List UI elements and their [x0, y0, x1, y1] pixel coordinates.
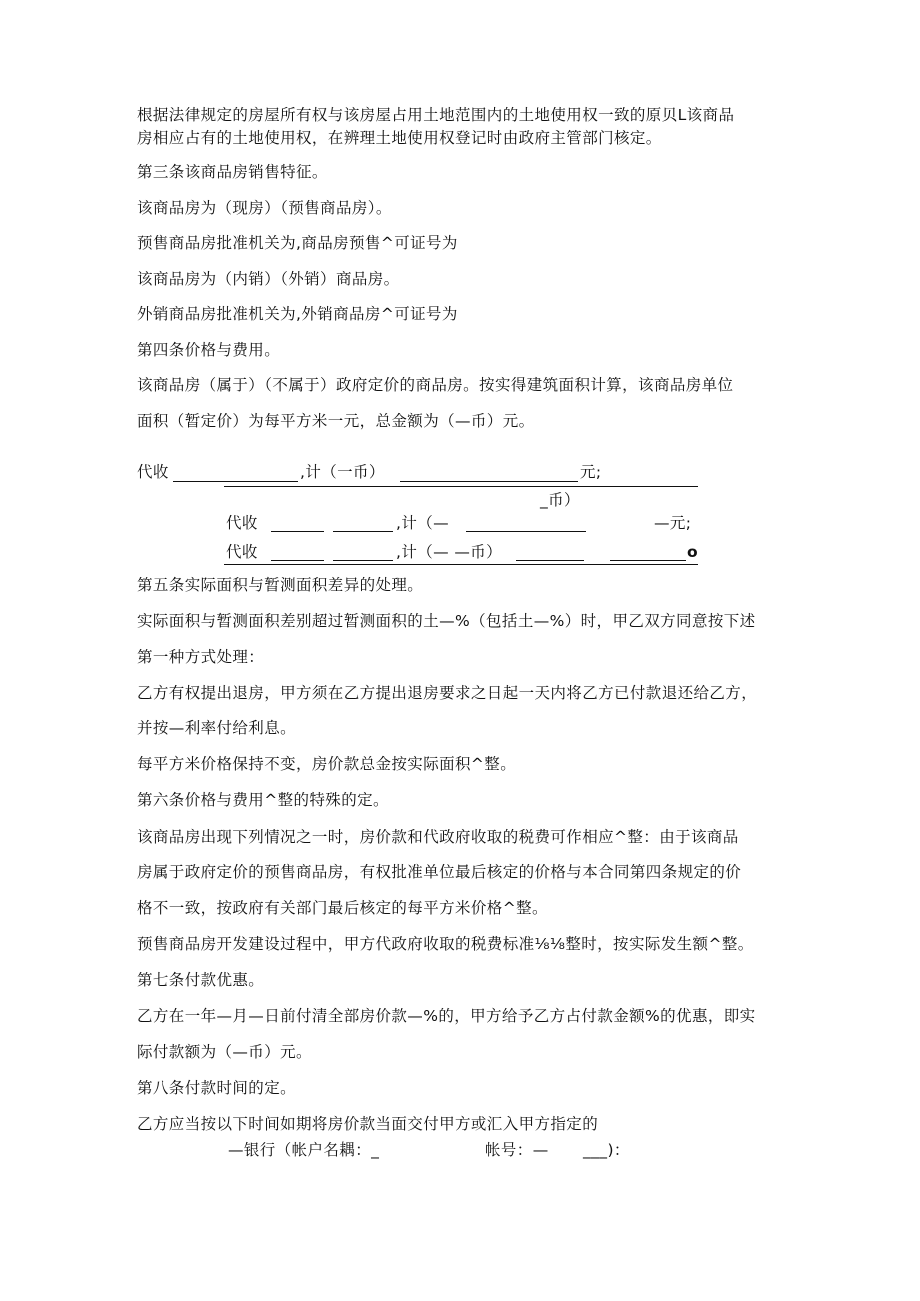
text-line: 预售商品房开发建设过程中，甲方代政府收取的税费标准⅛⅛整时，按实际发生额^整。	[137, 935, 754, 953]
collect-text: _币）	[540, 491, 580, 509]
text-line: 第六条价格与费用^整的特殊的定。	[137, 791, 389, 809]
text-line: 预售商品房批准机关为,商品房预售^可证号为	[137, 234, 458, 252]
text-line: 乙方有权提出退房，甲方须在乙方提出退房要求之日起一天内将乙方已付款退还给乙方，	[137, 684, 758, 702]
blank-line	[400, 481, 578, 482]
bank-line-end: ___)：	[583, 1141, 630, 1159]
text-line: 乙方应当按以下时间如期将房价款当面交付甲方或汇入甲方指定的	[137, 1115, 599, 1133]
text-line: 外销商品房批准机关为,外销商品房^可证号为	[137, 305, 458, 323]
text-line: 该商品房出现下列情况之一时，房价款和代政府收取的税费可作相应^整：由于该商品	[137, 828, 739, 846]
text-line: 面积（暂定价）为每平方米一元，总金额为（—币）元。	[137, 412, 535, 430]
text-line: 第四条价格与费用。	[137, 341, 281, 359]
text-line: 根据法律规定的房屋所有权与该房屋占用土地范围内的土地使用权一致的原贝L该商品	[137, 106, 735, 124]
text-line: 第一种方式处理：	[137, 648, 265, 666]
text-line: 第八条付款时间的定。	[137, 1079, 297, 1097]
text-line: 并按—利率付给利息。	[137, 719, 297, 737]
collect-label: 代收	[226, 543, 258, 561]
text-line: 实际面积与暂测面积差别超过暂测面积的土—%（包括土—%）时，甲乙双方同意按下述	[137, 612, 756, 630]
collect-text: —元;	[654, 514, 692, 532]
text-line: 际付款额为（—币）元。	[137, 1043, 312, 1061]
rule-line	[224, 486, 698, 487]
collect-text: ,计（— —币）	[396, 543, 503, 561]
text-line: 每平方米价格保持不变，房价款总金按实际面积^整。	[137, 755, 517, 773]
text-line: 房属于政府定价的预售商品房，有权批准单位最后核定的价格与本合同第四条规定的价	[137, 863, 742, 881]
blank-line	[271, 531, 324, 532]
blank-line	[333, 560, 393, 561]
rule-line	[224, 564, 698, 565]
blank-line	[271, 560, 324, 561]
text-line: 格不一致，按政府有关部门最后核定的每平方米价格^整。	[137, 899, 548, 917]
blank-line	[516, 560, 584, 561]
text-line: 房相应占有的土地使用权，在辨理土地使用权登记时由政府主管部门核定。	[137, 129, 662, 147]
text-line: 该商品房（属于）（不属于）政府定价的商品房。按实得建筑面积计算，该商品房单位	[137, 376, 734, 394]
blank-line	[173, 481, 298, 482]
collect-text: o	[687, 543, 699, 561]
collect-label: 代收	[226, 514, 258, 532]
text-line: 第三条该商品房销售特征。	[137, 163, 328, 181]
text-line: 第七条付款优惠。	[137, 971, 265, 989]
text-line: 该商品房为（现房）（预售商品房）。	[137, 199, 392, 217]
text-line: 该商品房为（内销）（外销）商品房。	[137, 270, 400, 288]
collect-text: ,计（—	[396, 514, 450, 532]
text-line: 乙方在一年—月—日前付清全部房价款—%的，甲方给予乙方占付款金额%的优惠，即实	[137, 1007, 756, 1025]
blank-line	[466, 531, 586, 532]
bank-line-label: —银行（帐户名耦：_	[228, 1141, 380, 1159]
text-line: 第五条实际面积与暂测面积差异的处理。	[137, 576, 424, 594]
bank-account-label: 帐号：—	[485, 1141, 549, 1159]
blank-line	[610, 560, 686, 561]
collect-text: 元;	[580, 463, 602, 481]
blank-line	[333, 531, 393, 532]
collect-text: ,计（一币）	[300, 463, 385, 481]
collect-label: 代收	[137, 463, 169, 481]
